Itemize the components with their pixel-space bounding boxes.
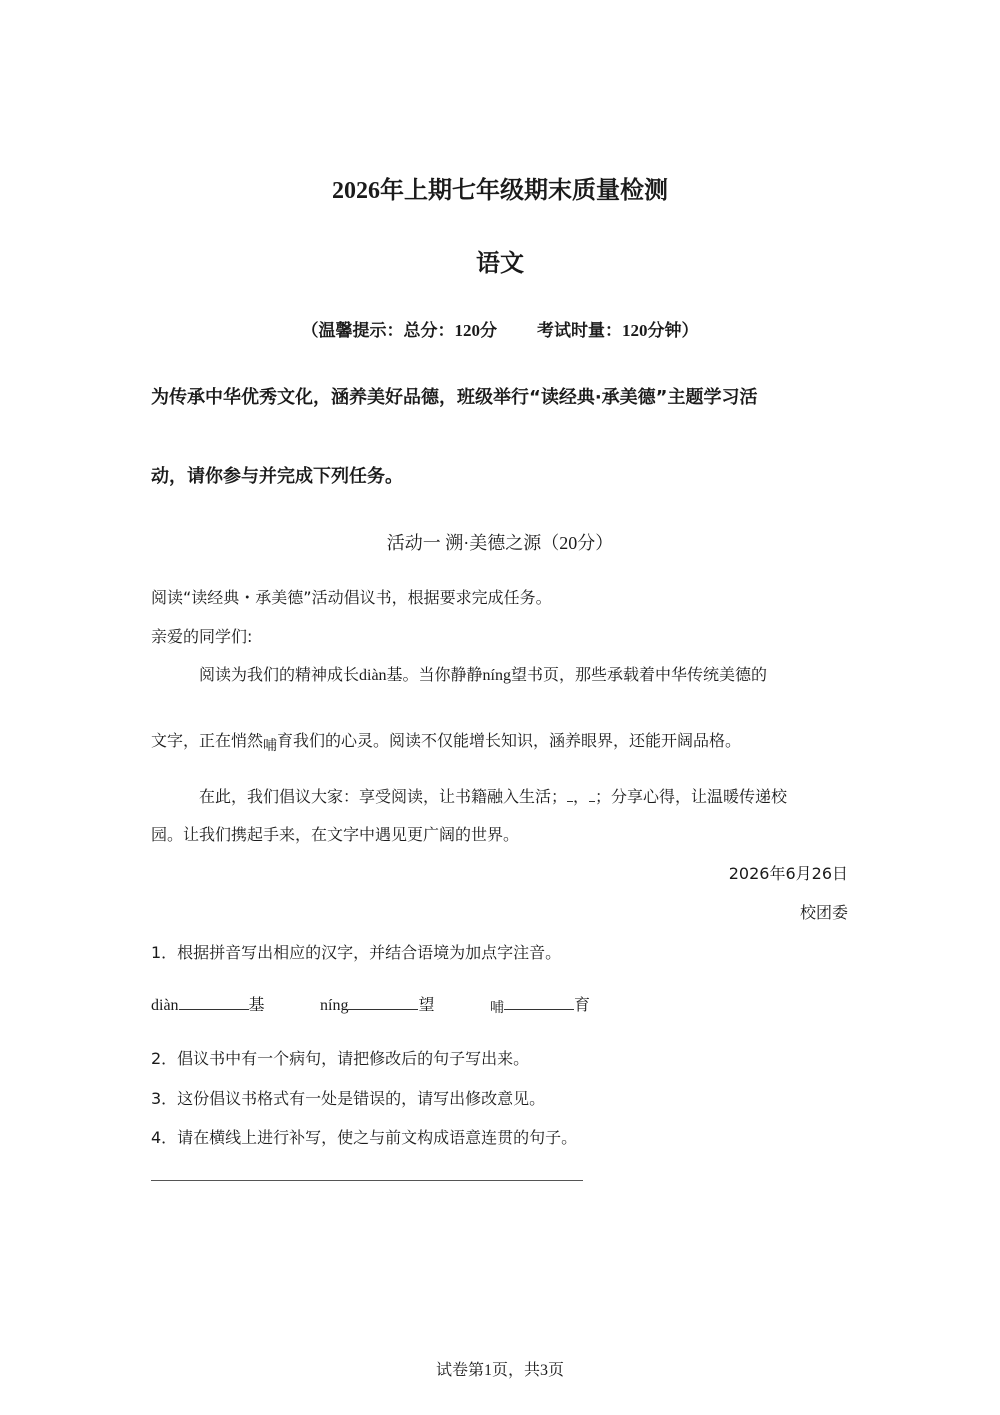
proposal-para2-line1 [199, 784, 787, 807]
activity-title: 活动一 溯·美德之源（20分） [386, 533, 614, 553]
exam-title: 2026年上期七年级期末质量检测 [332, 178, 668, 204]
proposal-para2-line2: 园。让我们携起手来，在文字中遇见更广阔的世界。 [151, 825, 520, 844]
question-2: 2．倡议书中有一个病句，请把修改后的句子写出来。 [151, 1049, 530, 1068]
question-4: 4．请在横线上进行补写，使之与前文构成语意连贯的句子。 [151, 1128, 578, 1147]
q1-item-3-char: 哺 [490, 1000, 504, 1016]
q1-item-3-blank[interactable] [504, 995, 574, 1010]
proposal-date: 2026年6月26日 [728, 864, 848, 883]
activity-instruction: 阅读“读经典・承美德”活动倡议书，根据要求完成任务。 [151, 588, 552, 607]
q1-item-3 [490, 992, 590, 1015]
tip-time: 考试时量：120分钟） [537, 321, 699, 340]
marked-char: 哺 [263, 738, 278, 754]
q1-item-1 [151, 992, 265, 1015]
exam-tip [0, 316, 1000, 341]
para1-line2-text-a: 文字，正在悄然 [151, 731, 264, 750]
para2-text-a: 在此，我们倡议大家：享受阅读，让书籍融入生活； [199, 787, 568, 806]
proposal-para1-line1: 阅读为我们的精神成长diàn基。当你静静níng望书页，那些承载着中华传统美德的 [199, 667, 767, 684]
q1-item-1-pinyin: diàn [151, 997, 179, 1014]
q1-item-2-suffix: 望 [418, 995, 435, 1014]
para2-text-c: ；分享心得，让温暖传递校 [595, 787, 788, 806]
para1-line2-text-b: 育我们的心灵。阅读不仅能增长知识，涵养眼界，还能开阔品格。 [277, 731, 742, 750]
q1-item-3-suffix: 育 [574, 995, 591, 1014]
q1-item-2 [320, 992, 434, 1015]
para2-text-b: ， [573, 787, 590, 806]
question-3: 3．这份倡议书格式有一处是错误的，请写出修改意见。 [151, 1089, 546, 1108]
q1-item-1-suffix: 基 [248, 995, 265, 1014]
q1-item-1-blank[interactable] [179, 995, 249, 1010]
proposal-signer: 校团委 [799, 903, 848, 922]
page-footer: 试卷第1页，共3页 [435, 1362, 564, 1379]
q1-item-2-pinyin: níng [320, 997, 349, 1014]
answer-line[interactable] [151, 1180, 583, 1181]
intro-line-2: 动，请你参与并完成下列任务。 [151, 466, 403, 487]
salutation: 亲爱的同学们: [151, 627, 253, 646]
subject-title: 语文 [476, 249, 524, 277]
intro-line-1: 为传承中华优秀文化，涵养美好品德，班级举行“读经典·承美德”主题学习活 [151, 387, 758, 408]
proposal-para1-line2 [151, 728, 742, 754]
tip-score: （温馨提示：总分：120分 [301, 321, 497, 340]
q1-item-2-blank[interactable] [348, 995, 418, 1010]
question-1: 1．根据拼音写出相应的汉字，并结合语境为加点字注音。 [151, 943, 562, 962]
